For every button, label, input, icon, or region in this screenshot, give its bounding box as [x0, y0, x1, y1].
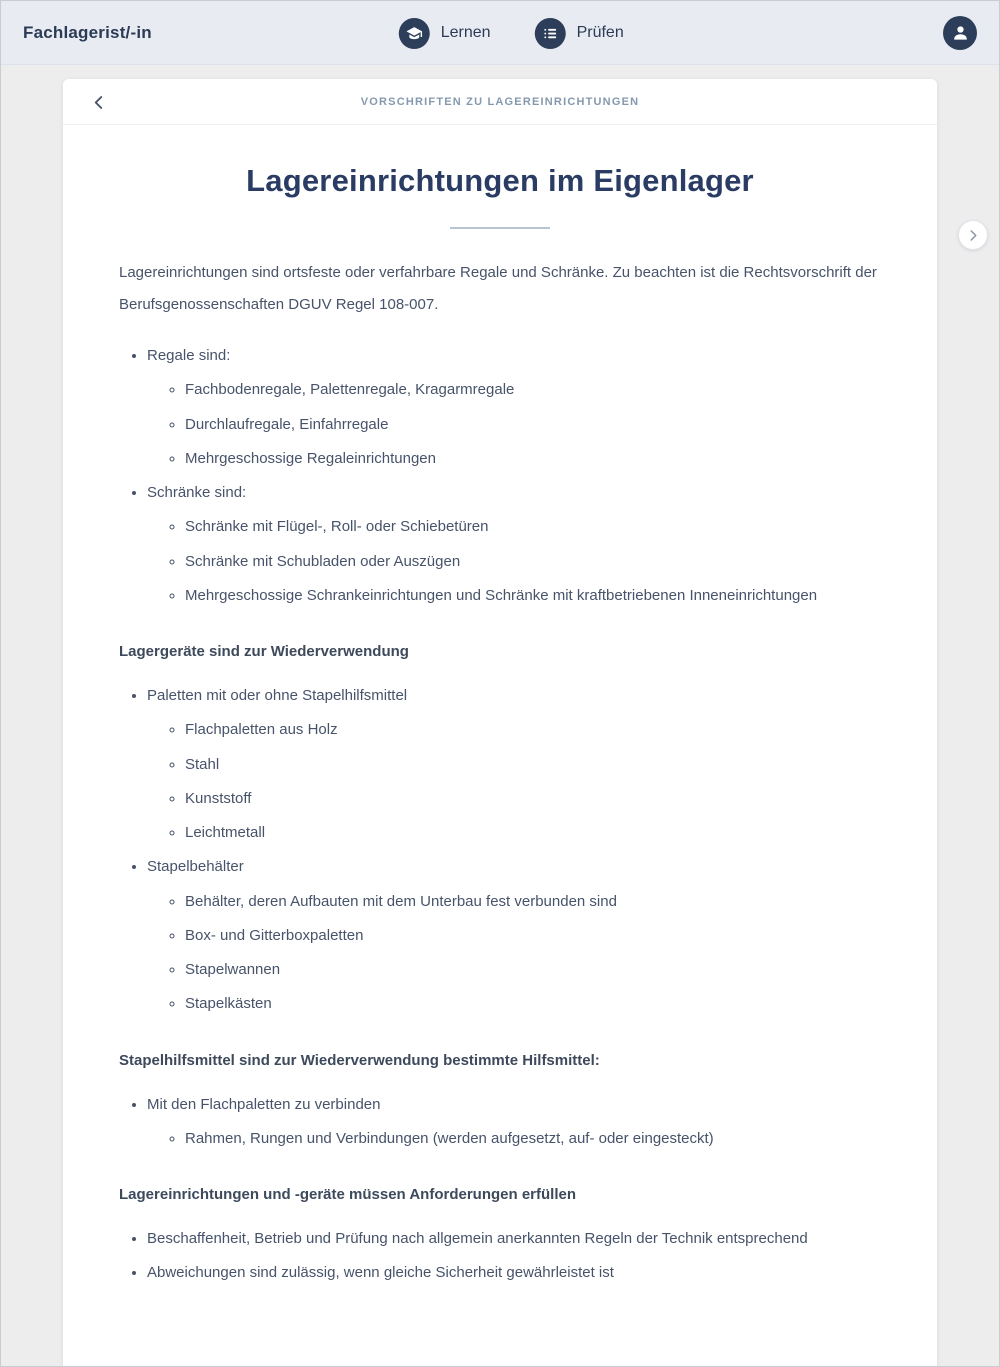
lesson-content — [119, 257, 881, 1285]
list-item — [147, 344, 881, 470]
main-nav — [399, 1, 624, 65]
nav-pruefen[interactable] — [535, 18, 624, 49]
checklist-icon — [535, 18, 566, 49]
sub-list-item: ◦ Behälter, deren Aufbauten mit dem Unterbau fest verbunden sind — [185, 890, 881, 913]
sub-list-item: ◦ Stapelkästen — [185, 992, 881, 1015]
lesson-body — [63, 163, 937, 1366]
list-item — [147, 1261, 881, 1284]
chevron-right-icon — [969, 229, 978, 242]
app-title: Fachlagerist/-in — [23, 22, 152, 42]
sub-list-item: ◦ Schränke mit Schubladen oder Auszügen — [185, 550, 881, 573]
page-title: Lagereinrichtungen im Eigenlager — [246, 163, 754, 198]
sub-list-item: ◦ Leichtmetall — [185, 821, 881, 844]
sub-list-item: ◦ Kunststoff — [185, 787, 881, 810]
list-item — [147, 855, 881, 1015]
bullet-list — [119, 1093, 881, 1151]
sub-bullet-list — [147, 515, 881, 607]
sub-list-item: ◦ Mehrgeschossige Schrankeinrichtungen und Schränke mit kraftbetriebenen Inneneinrichtungen — [185, 584, 881, 607]
sub-list-item: ◦ Rahmen, Rungen und Verbindungen (werden aufgesetzt, auf- oder eingesteckt) — [185, 1127, 881, 1150]
lesson-card — [63, 79, 937, 1366]
chevron-left-icon — [93, 95, 104, 110]
bullet-list — [119, 684, 881, 1016]
list-item-text: Beschaffenheit, Betrieb und Prüfung nach allgemein anerkannten Regeln der Technik entsprechend — [147, 1230, 808, 1247]
list-item-text: Stapelbehälter — [147, 858, 244, 876]
sub-list-item: ◦ Flachpaletten aus Holz — [185, 718, 881, 741]
bullet-list — [119, 1227, 881, 1285]
sub-list-item: ◦ Stapelwannen — [185, 958, 881, 981]
user-avatar-button[interactable] — [943, 16, 977, 50]
sub-bullet-list — [147, 1127, 881, 1150]
sub-list-item: ◦ Mehrgeschossige Regaleinrichtungen — [185, 447, 881, 470]
sub-bullet-list — [147, 378, 881, 470]
section-heading: Lagereinrichtungen und -geräte müssen Anforderungen erfüllen — [119, 1186, 576, 1203]
sub-list-item: ◦ Durchlaufregale, Einfahrregale — [185, 413, 881, 436]
lesson-header — [63, 79, 937, 125]
paragraph: Lagereinrichtungen sind ortsfeste oder verfahrbare Regale und Schränke. Zu beachten ist die Rechtsvorschrift der Berufsgenossenschaften DGUV Regel 108-007. — [119, 264, 877, 313]
user-icon — [951, 23, 970, 42]
list-item-text: Regale sind: — [147, 347, 231, 364]
list-item — [147, 481, 881, 607]
list-item — [147, 1227, 881, 1250]
breadcrumb: VORSCHRIFTEN ZU LAGEREINRICHTUNGEN — [360, 95, 640, 108]
back-button[interactable] — [83, 79, 113, 125]
list-item — [147, 684, 881, 844]
sub-bullet-list — [147, 718, 881, 844]
sub-list-item: ◦ Box- und Gitterboxpaletten — [185, 924, 881, 947]
section-heading: Stapelhilfsmittel sind zur Wiederverwendung bestimmte Hilfsmittel: — [119, 1051, 600, 1069]
list-item-text: Schränke sind: — [147, 484, 247, 501]
nav-pruefen-label: Prüfen — [576, 24, 624, 41]
sub-list-item: ◦ Stahl — [185, 753, 881, 776]
list-item — [147, 1093, 881, 1151]
nav-lernen-label: Lernen — [440, 24, 491, 41]
next-page-button[interactable] — [958, 220, 988, 250]
content-area — [1, 65, 999, 1366]
list-item-text: Abweichungen sind zulässig, wenn gleiche Sicherheit gewährleistet ist — [147, 1264, 614, 1282]
title-divider — [450, 227, 550, 229]
graduation-cap-icon — [399, 18, 430, 49]
bullet-list — [119, 344, 881, 607]
section-heading: Lagergeräte sind zur Wiederverwendung — [119, 643, 409, 660]
sub-list-item: ◦ Fachbodenregale, Palettenregale, Kragarmregale — [185, 378, 881, 401]
nav-lernen[interactable] — [399, 18, 491, 49]
sub-bullet-list — [147, 890, 881, 1016]
top-bar — [1, 1, 999, 65]
sub-list-item: ◦ Schränke mit Flügel-, Roll- oder Schiebetüren — [185, 515, 881, 538]
list-item-text: Paletten mit oder ohne Stapelhilfsmittel — [147, 687, 408, 704]
list-item-text: Mit den Flachpaletten zu verbinden — [147, 1095, 381, 1113]
